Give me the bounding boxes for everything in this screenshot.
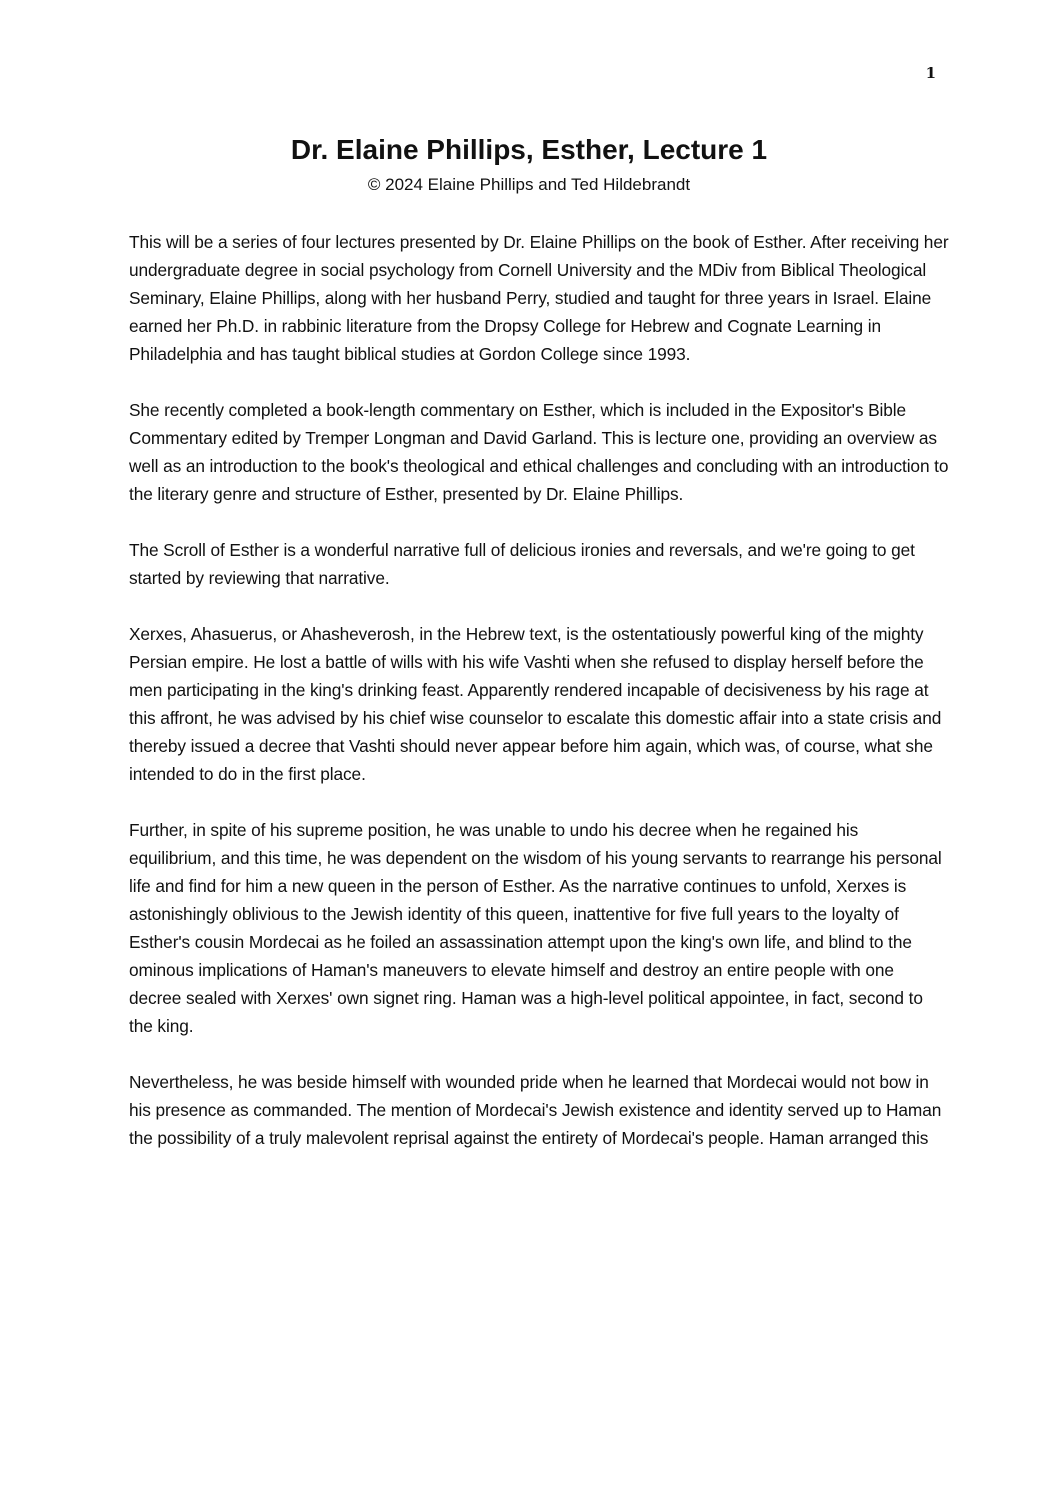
paragraph-nevertheless: Nevertheless, he was beside himself with wounded pride when he learned that Mordecai would not bow in his presence as commanded. The mention of Mordecai's Jewish existence and identity served up to Haman the possibility of a truly malevolent reprisal against the entirety of Mordecai's people. Haman arranged this [129, 1072, 942, 1148]
document-body [129, 228, 949, 1180]
paragraph-xerxes: Xerxes, Ahasuerus, or Ahasheverosh, in the Hebrew text, is the ostentatiously powerful king of the mighty Persian empire. He lost a battle of wills with his wife Vashti when she refused to display herself before the men participating in the king's drinking feast. Apparently rendered incapable of decisiveness by his rage at this affront, he was advised by his chief wise counselor to escalate this domestic affair into a state crisis and thereby issued a decree that Vashti should never appear before him again, which was, of course, what she intended to do in the first place. [129, 624, 942, 784]
page-number: 1 [925, 64, 936, 82]
paragraph-further: Further, in spite of his supreme position, he was unable to undo his decree when he regained his equilibrium, and this time, he was dependent on the wisdom of his young servants to rearrange his personal life and find for him a new queen in the person of Esther. As the narrative continues to unfold, Xerxes is astonishingly oblivious to the Jewish identity of this queen, inattentive for five full years to the loyalty of Esther's cousin Mordecai as he foiled an assassination attempt upon the king's own life, and blind to the ominous implications of Haman's maneuvers to elevate himself and destroy an entire people with one decree sealed with Xerxes' own signet ring. Haman was a high-level political appointee, in fact, second to the king. [129, 820, 942, 1036]
page-title: Dr. Elaine Phillips, Esther, Lecture 1 [290, 134, 768, 165]
paragraph-scroll: The Scroll of Esther is a wonderful narrative full of delicious ironies and reversals, and we're going to get started by reviewing that narrative. [129, 540, 915, 588]
paragraph-intro: This will be a series of four lectures presented by Dr. Elaine Phillips on the book of Esther. After receiving her undergraduate degree in social psychology from Cornell University and the MDiv from Biblical Theological Seminary, Elaine Phillips, along with her husband Perry, studied and taught for three years in Israel. Elaine earned her Ph.D. in rabbinic literature from the Dropsy College for Hebrew and Cognate Learning in Philadelphia and has taught biblical studies at Gordon College since 1993. [129, 232, 949, 364]
copyright-line: © 2024 Elaine Phillips and Ted Hildebrandt [367, 175, 691, 194]
paragraph-commentary: She recently completed a book-length commentary on Esther, which is included in the Expositor's Bible Commentary edited by Tremper Longman and David Garland. This is lecture one, providing an overview as well as an introduction to the book's theological and ethical challenges and concluding with an introduction to the literary genre and structure of Esther, presented by Dr. Elaine Phillips. [129, 400, 949, 504]
